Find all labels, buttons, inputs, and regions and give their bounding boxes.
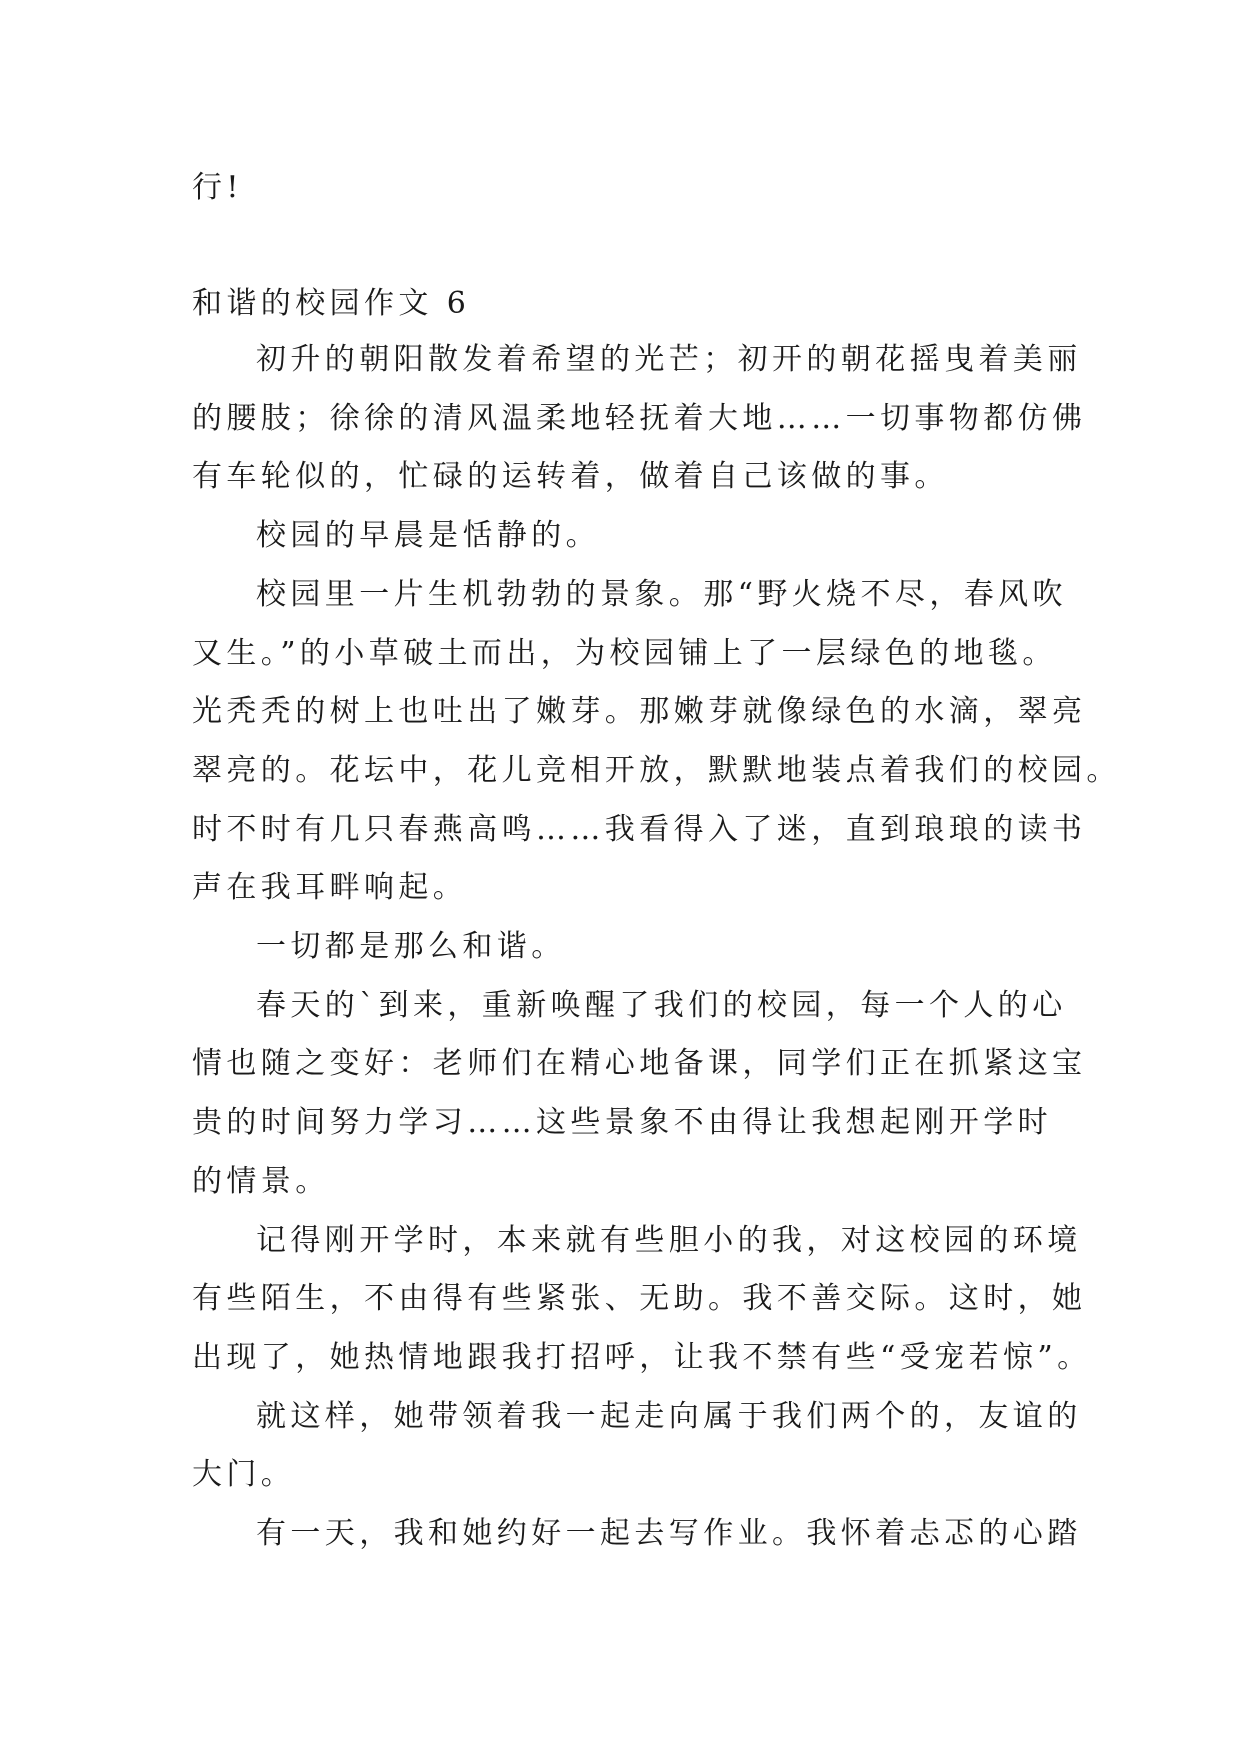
essay-title: 和谐的校园作文 6 <box>192 286 471 321</box>
paragraph-3-line-1: 校园里一片生机勃勃的景象。那“野火烧不尽，春风吹 <box>256 577 1067 612</box>
paragraph-3-line-4: 翠亮的。花坛中，花儿竞相开放，默默地装点着我们的校园。 <box>192 753 1121 788</box>
paragraph-6-line-2: 有些陌生，不由得有些紧张、无助。我不善交际。这时，她 <box>192 1281 1087 1316</box>
paragraph-7-line-1: 就这样，她带领着我一起走向属于我们两个的，友谊的 <box>256 1399 1082 1434</box>
paragraph-5-line-4: 的情景。 <box>192 1164 330 1199</box>
paragraph-5-line-2: 情也随之变好：老师们在精心地备课，同学们正在抓紧这宝 <box>192 1046 1087 1081</box>
paragraph-3-line-5: 时不时有几只春燕高鸣……我看得入了迷，直到琅琅的读书 <box>192 812 1087 847</box>
paragraph-1-line-2: 的腰肢；徐徐的清风温柔地轻抚着大地……一切事物都仿佛 <box>192 401 1087 436</box>
paragraph-6-line-1: 记得刚开学时，本来就有些胆小的我，对这校园的环境 <box>256 1223 1082 1258</box>
paragraph-5-line-1: 春天的`到来，重新唤醒了我们的校园，每一个人的心 <box>256 988 1067 1023</box>
paragraph-3-line-6: 声在我耳畔响起。 <box>192 870 468 905</box>
paragraph-5-line-3: 贵的时间努力学习……这些景象不由得让我想起刚开学时 <box>192 1105 1052 1140</box>
paragraph-6-line-3: 出现了，她热情地跟我打招呼，让我不禁有些“受宠若惊”。 <box>192 1340 1092 1375</box>
paragraph-7-line-2: 大门。 <box>192 1457 296 1492</box>
paragraph-4-line-1: 一切都是那么和谐。 <box>256 929 566 964</box>
paragraph-8-line-1: 有一天，我和她约好一起去写作业。我怀着忐忑的心踏 <box>256 1516 1082 1551</box>
paragraph-1-line-1: 初升的朝阳散发着希望的光芒；初开的朝花摇曳着美丽 <box>256 342 1082 377</box>
paragraph-2-line-1: 校园的早晨是恬静的。 <box>256 518 600 553</box>
paragraph-3-line-3: 光秃秃的树上也吐出了嫩芽。那嫩芽就像绿色的水滴，翠亮 <box>192 694 1087 729</box>
paragraph-1-line-3: 有车轮似的，忙碌的运转着，做着自己该做的事。 <box>192 459 949 494</box>
previous-essay-ending: 行! <box>192 170 243 205</box>
paragraph-3-line-2: 又生。”的小草破土而出，为校园铺上了一层绿色的地毯。 <box>192 636 1057 671</box>
